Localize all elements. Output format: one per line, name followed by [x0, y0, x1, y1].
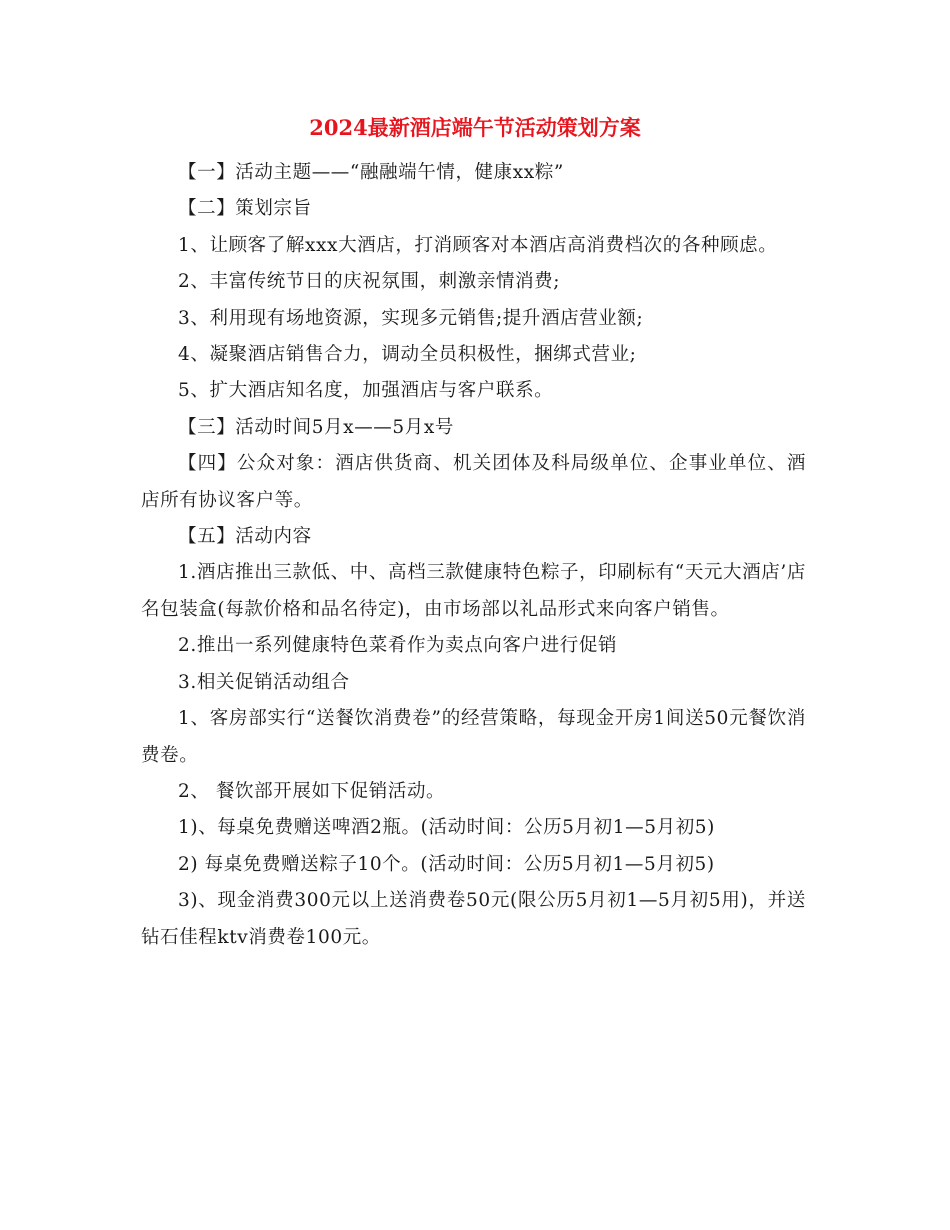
promo-item-1: 1、客房部实行“送餐饮消费卷”的经营策略，每现金开房1间送50元餐饮消费卷。 [141, 708, 806, 766]
heading-theme: 【一】活动主题——“融融端午情，健康xx粽” [178, 162, 564, 183]
document-body [141, 155, 806, 956]
heading-time: 【三】活动时间5月x——5月x号 [178, 416, 455, 438]
promo-item-2: 2、 餐饮部开展如下促销活动。 [178, 780, 446, 802]
content-item-2: 2.推出一系列健康特色菜肴作为卖点向客户进行促销 [178, 635, 618, 657]
content-item-3: 3.相关促销活动组合 [178, 671, 350, 693]
document-title: 2024最新酒店端午节活动策划方案 [309, 115, 641, 140]
promo-sub-item-2: 2) 每桌免费赠送粽子10个。(活动时间：公历5月初1—5月初5) [178, 853, 715, 875]
promo-sub-item-3: 3)、现金消费300元以上送消费卷50元(限公历5月初1—5月初5用)，并送钻石佳程ktv消费卷100元。 [141, 890, 806, 948]
heading-purpose: 【二】策划宗旨 [178, 198, 312, 220]
promo-sub-item-1: 1)、每桌免费赠送啤酒2瓶。(活动时间：公历5月初1—5月初5) [178, 817, 715, 839]
purpose-item-5: 5、扩大酒店知名度，加强酒店与客户联系。 [178, 380, 554, 402]
purpose-item-4: 4、凝聚酒店销售合力，调动全员积极性，捆绑式营业; [178, 344, 637, 366]
purpose-item-1: 1、让顾客了解xxx大酒店，打消顾客对本酒店高消费档次的各种顾虑。 [178, 234, 778, 256]
content-item-1: 1.酒店推出三款低、中、高档三款健康特色粽子，印刷标有“天元大酒店’店名包装盒(每款价格和品名待定)，由市场部以礼品形式来向客户销售。 [141, 562, 806, 620]
purpose-item-3: 3、利用现有场地资源，实现多元销售;提升酒店营业额; [178, 307, 644, 329]
heading-audience: 【四】公众对象：酒店供货商、机关团体及科局级单位、企事业单位、酒店所有协议客户等。 [141, 453, 806, 511]
heading-content: 【五】活动内容 [178, 526, 312, 548]
purpose-item-2: 2、丰富传统节日的庆祝氛围，刺激亲情消费; [178, 271, 561, 293]
